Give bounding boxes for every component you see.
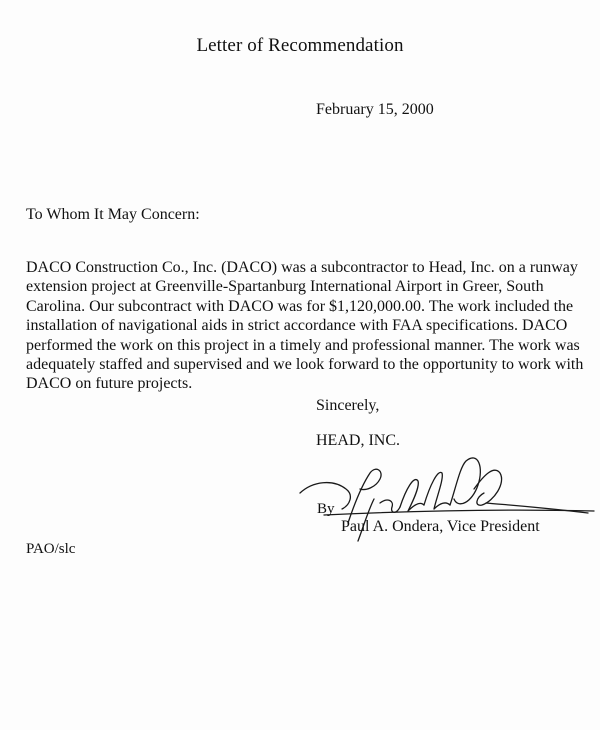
company-name: HEAD, INC. <box>316 432 400 449</box>
body-line: adequately staffed and supervised and we look forward to the opportunity to work with <box>26 356 584 374</box>
body-line: DACO on future projects. <box>26 375 193 393</box>
body-line: extension project at Greenville-Spartanburg International Airport in Greer, South <box>26 278 544 296</box>
letter-body <box>26 258 596 394</box>
signer-name: Paul A. Ondera, Vice President <box>341 518 540 535</box>
body-line: Carolina. Our subcontract with DACO was for $1,120,000.00. The work included the <box>26 297 574 315</box>
reference-initials: PAO/slc <box>26 541 76 557</box>
handwritten-signature <box>288 445 600 555</box>
letter-title: Letter of Recommendation <box>196 35 404 56</box>
body-line: installation of navigational aids in strict accordance with FAA specifications. DACO <box>26 317 568 335</box>
closing: Sincerely, <box>316 397 380 414</box>
body-line: DACO Construction Co., Inc. (DACO) was a subcontractor to Head, Inc. on a runway <box>26 259 578 276</box>
body-line: performed the work on this project in a timely and professional manner. The work was <box>26 336 580 354</box>
by-label: By <box>317 501 335 517</box>
letter-date: February 15, 2000 <box>316 101 434 118</box>
salutation: To Whom It May Concern: <box>26 206 200 223</box>
